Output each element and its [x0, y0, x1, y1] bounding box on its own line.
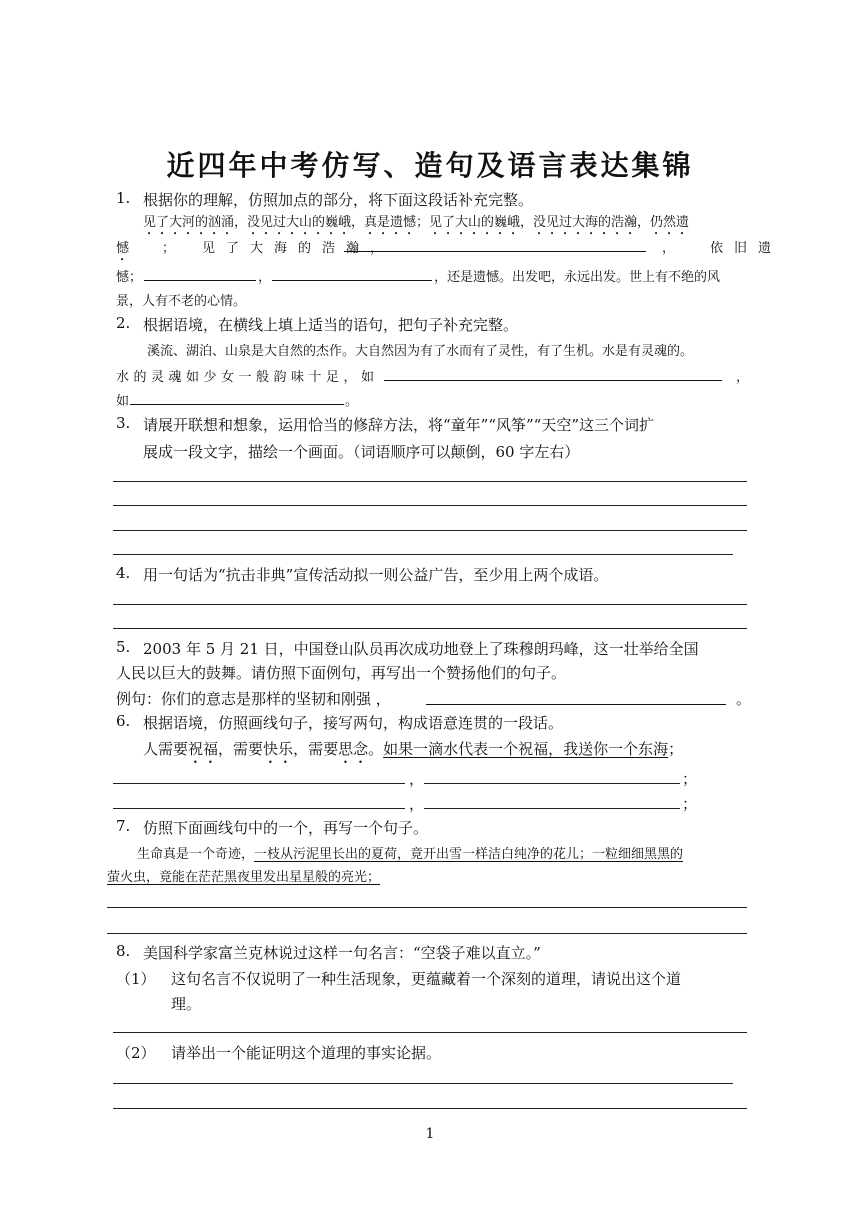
q1-l3-c: ，还是遗憾。出发吧，永远出发。世上有不绝的风	[434, 270, 721, 285]
q3-answer-line-4[interactable]	[113, 554, 733, 555]
q2-blank-1[interactable]	[384, 366, 722, 381]
q6-s-g: 。	[368, 740, 384, 758]
q4-number: 4.	[116, 564, 131, 582]
q7-number: 7.	[116, 817, 131, 835]
q4-answer-line-2[interactable]	[113, 628, 747, 629]
q6-number: 6.	[116, 712, 131, 730]
q5-blank[interactable]	[426, 690, 726, 705]
q5-example: 例句：你们的意志是那样的坚韧和刚强 ，	[116, 690, 391, 708]
q1-number: 1.	[116, 189, 131, 207]
q1-prompt: 根据你的理解，仿照加点的部分，将下面这段话补充完整。	[143, 191, 534, 209]
q1-passage-line1: 见了大河的汹涌，没见过大山的巍峨，真是遗憾；见了大山的巍峨，没见过大海的浩瀚，仍然遗	[143, 215, 690, 230]
page-number: 1	[425, 1126, 435, 1142]
q6-semicolon: ；	[668, 740, 684, 758]
q6-s-c: ，需要	[218, 740, 264, 758]
q7-answer-line-1[interactable]	[107, 907, 747, 908]
q4-answer-line-1[interactable]	[113, 604, 747, 605]
q1-l2-b: ；	[162, 241, 176, 256]
q8-sub2-text: 请举出一个能证明这个道理的事实论据。	[171, 1044, 442, 1062]
q1-l2-d: ，	[662, 241, 676, 256]
q1-blank-2[interactable]	[144, 266, 256, 281]
q7-sentence-line1	[137, 843, 683, 862]
q6-s-d: 快乐	[263, 740, 294, 758]
q8-sub2-number: （2）	[116, 1044, 156, 1062]
q1-l3-a: 憾；	[116, 270, 143, 285]
q2-l2-a: 水的灵魂如少女一般韵味十足，如	[116, 370, 379, 385]
q1-passage-line4: 景，人有不老的心情。	[116, 294, 247, 309]
q2-prompt: 根据语境，在横线上填上适当的语句，把句子补充完整。	[143, 316, 519, 334]
q2-l3-b: 。	[345, 394, 359, 409]
q6-s-e: ，需要	[293, 740, 339, 758]
q3-prompt-line1: 请展开联想和想象，运用恰当的修辞方法，将“童年”“风筝”“天空”这三个词扩	[143, 416, 655, 434]
q8-sub1-number: （1）	[116, 970, 156, 988]
q6-answer-1b[interactable]	[424, 783, 680, 784]
q5-number: 5.	[116, 638, 131, 656]
q1-l3-b: ，	[258, 270, 272, 285]
q3-number: 3.	[116, 414, 131, 432]
q5-end: 。	[736, 690, 752, 708]
q7-answer-line-2[interactable]	[107, 933, 747, 934]
q5-example-line	[116, 688, 750, 709]
q1-l2-a: 憾	[116, 241, 130, 256]
q6-comma-2: ，	[409, 795, 425, 813]
q2-l3-a: 如	[116, 394, 130, 409]
q6-prompt: 根据语境，仿照画线句子，接写两句，构成语意连贯的一段话。	[143, 714, 564, 732]
q6-semicolon-2: ；	[682, 795, 698, 813]
q8-sub2-answer-line-2[interactable]	[113, 1108, 747, 1109]
q6-answer-2a[interactable]	[113, 808, 405, 809]
q2-number: 2.	[116, 314, 131, 332]
q6-semicolon-1: ；	[682, 770, 698, 788]
q5-prompt-line2: 人民以巨大的鼓舞。请仿照下面例句，再写出一个赞扬他们的句子。	[116, 664, 567, 682]
q7-s-underlined-1: 一枝从污泥里长出的夏荷，竟开出雪一样洁白纯净的花儿；一粒细细黑黑的	[254, 847, 684, 862]
q1-blank-1[interactable]	[344, 237, 646, 252]
q7-s-underlined-2: 萤火虫，竟能在茫茫黑夜里发出星星般的亮光；	[107, 870, 381, 885]
q5-prompt-line1: 2003 年 5 月 21 日，中国登山队员再次成功地登上了珠穆朗玛峰，这一壮举给全国	[143, 640, 699, 658]
q8-sub2-answer-line-1[interactable]	[113, 1083, 733, 1084]
page-title: 近四年中考仿写、造句及语言表达集锦	[166, 149, 694, 182]
q6-s-f: 思念	[338, 740, 369, 758]
q8-prompt: 美国科学家富兰克林说过这样一句名言：“空袋子难以直立。”	[143, 944, 541, 962]
q1-l2-c: 见了大海的浩瀚，	[202, 241, 395, 256]
q2-l2-b: ，	[736, 370, 750, 385]
q3-answer-line-3[interactable]	[113, 530, 747, 531]
q6-s-a: 人需要	[143, 740, 189, 758]
q2-passage-line1: 溪流、湖泊、山泉是大自然的杰作。大自然因为有了水而有了灵性，有了生机。水是有灵魂的。	[147, 344, 694, 359]
q6-sentence	[143, 738, 683, 767]
q8-number: 8.	[116, 942, 131, 960]
q1-passage-line2	[116, 237, 783, 264]
q3-answer-line-1[interactable]	[113, 481, 747, 482]
q1-blank-3[interactable]	[272, 266, 432, 281]
q7-prompt: 仿照下面画线句中的一个，再写一个句子。	[143, 819, 429, 837]
q6-underlined-sentence: 如果一滴水代表一个祝福，我送你一个东海	[383, 740, 669, 758]
q1-l2-e: 依旧遗	[710, 241, 783, 256]
q8-sub1-answer-line[interactable]	[113, 1032, 747, 1033]
q6-answer-2b[interactable]	[424, 808, 680, 809]
q6-s-b: 祝福	[188, 740, 219, 758]
q8-sub1-text-line1: 这句名言不仅说明了一种生活现象，更蕴藏着一个深刻的道理，请说出这个道	[171, 970, 682, 988]
q6-comma-1: ，	[409, 770, 425, 788]
q4-prompt: 用一句话为“抗击非典”宣传活动拟一则公益广告，至少用上两个成语。	[143, 566, 609, 584]
q1-passage-line3	[116, 266, 750, 285]
q6-answer-1a[interactable]	[113, 783, 405, 784]
q2-passage-line3	[116, 390, 750, 409]
q2-blank-2[interactable]	[130, 390, 344, 405]
q3-answer-line-2[interactable]	[113, 505, 747, 506]
q8-sub1-text-line2: 理。	[171, 995, 202, 1013]
q2-passage-line2	[116, 366, 750, 385]
q3-prompt-line2: 展成一段文字，描绘一个画面。（词语顺序可以颠倒，60 字左右）	[143, 443, 580, 461]
q7-s-plain: 生命真是一个奇迹，	[137, 847, 255, 862]
